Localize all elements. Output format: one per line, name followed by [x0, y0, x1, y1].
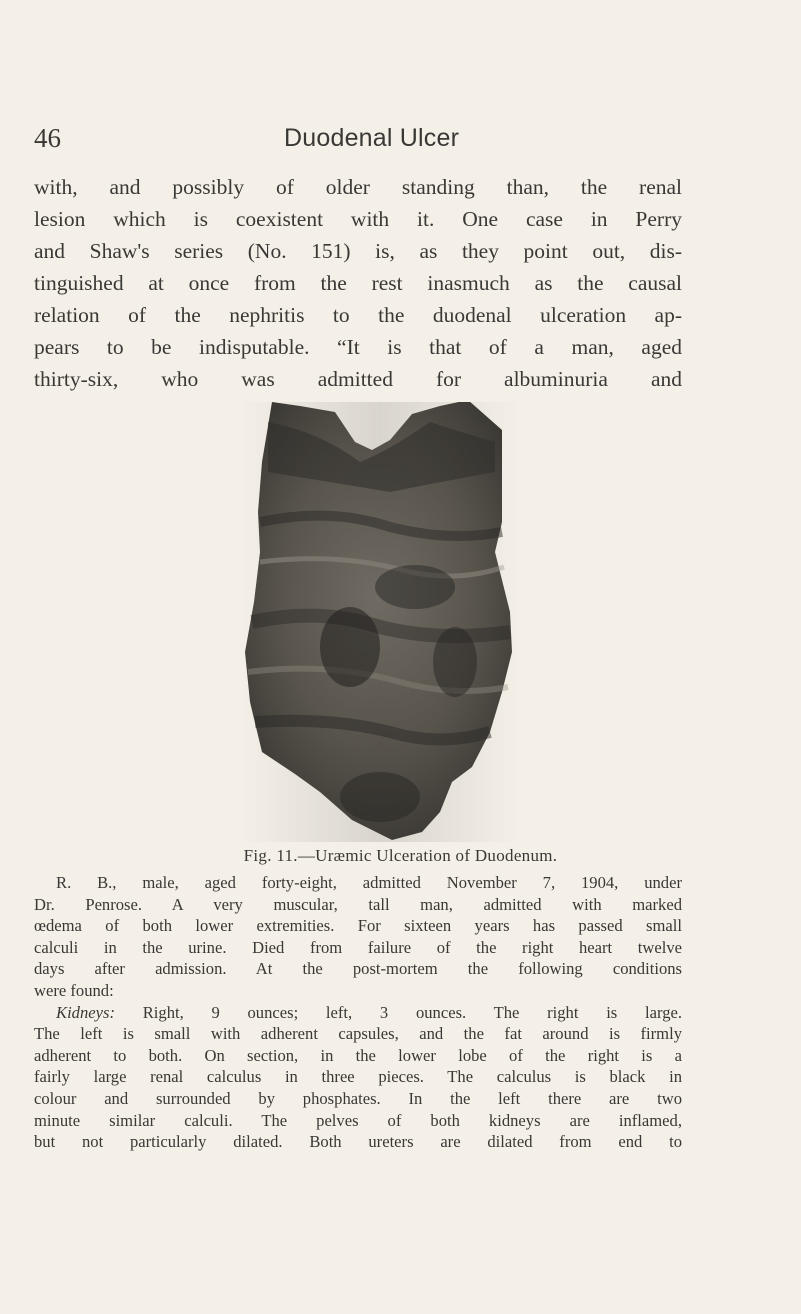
kidneys-text: Right, 9 ounces; left, 3 ounces. The right is large. — [115, 1002, 682, 1022]
text-line: with, and possibly of older standing than, the renal — [34, 175, 682, 199]
figure-caption: Fig. 11.—Uræmic Ulceration of Duodenum. — [243, 846, 558, 865]
text-line: The left is small with adherent capsules, and the fat around is firmly — [34, 1024, 682, 1044]
case-report — [34, 872, 682, 1153]
text-line: fairly large renal calculus in three pieces. The calculus is black in — [34, 1067, 682, 1087]
text-line: R. B., male, aged forty-eight, admitted November 7, 1904, under — [56, 873, 682, 892]
text-line: colour and surrounded by phosphates. In the left there are two — [34, 1088, 682, 1108]
body-paragraph — [34, 171, 682, 395]
text-line: calculi in the urine. Died from failure of the right heart twelve — [34, 937, 682, 957]
running-title: Duodenal Ulcer — [284, 124, 460, 152]
text-line: pears to be indisputable. “It is that of a man, aged — [34, 335, 682, 359]
text-line: relation of the nephritis to the duodenal ulceration ap- — [34, 303, 682, 327]
text-line: days after admission. At the post-mortem the following conditions — [34, 959, 682, 979]
text-line: lesion which is coexistent with it. One case in Perry — [34, 207, 682, 231]
text-line: were found: — [34, 980, 114, 1000]
text-line: but not particularly dilated. Both ureters are dilated from end to — [34, 1132, 682, 1152]
text-line: Dr. Penrose. A very muscular, tall man, admitted with marked — [34, 894, 682, 914]
text-line: adherent to both. On section, in the lower lobe of the right is a — [34, 1045, 682, 1065]
page-number: 46 — [34, 123, 61, 153]
kidneys-line — [34, 1002, 682, 1024]
text-line: thirty-six, who was admitted for albuminuria and — [34, 367, 682, 391]
kidneys-label: Kidneys: — [56, 1002, 115, 1022]
text-line: œdema of both lower extremities. For sixteen years has passed small — [34, 916, 682, 936]
page-header — [34, 120, 674, 156]
duodenum-specimen-photograph — [240, 402, 520, 842]
text-line: minute similar calculi. The pelves of both kidneys are inflamed, — [34, 1110, 682, 1130]
text-line: tinguished at once from the rest inasmuch as the causal — [34, 271, 682, 295]
text-line: and Shaw's series (No. 151) is, as they point out, dis- — [34, 239, 682, 263]
